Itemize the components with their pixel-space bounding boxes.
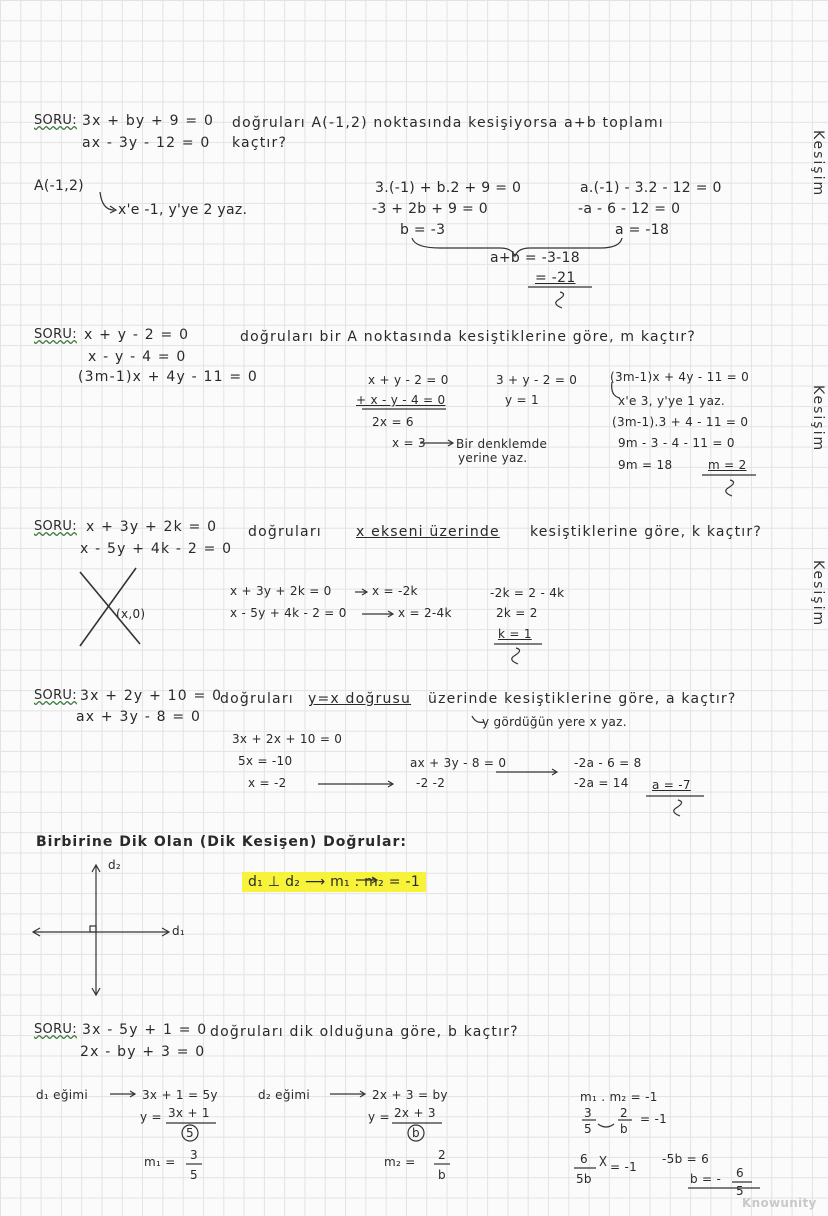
question-highlight: x ekseni üzerinde — [356, 524, 500, 540]
fraction-den: 5 — [190, 1168, 198, 1182]
slope-label: d₁ eğimi — [36, 1088, 88, 1102]
step: -2a - 6 = 8 — [574, 756, 642, 770]
step: -3 + 2b + 9 = 0 — [372, 201, 488, 217]
step: y = — [368, 1110, 390, 1124]
step: x + y - 2 = 0 — [368, 373, 449, 387]
step: -2 -2 — [416, 776, 446, 790]
step: -2k = 2 - 4k — [490, 586, 565, 600]
axis-label-d1: d₁ — [172, 924, 186, 938]
answer: = -21 — [535, 270, 576, 286]
step: 3 + y - 2 = 0 — [496, 373, 578, 387]
equation: ax + 3y - 8 = 0 — [76, 709, 202, 725]
axis-label-d2: d₂ — [108, 858, 122, 872]
cancel-mark-icon — [600, 1156, 606, 1166]
den-circle — [182, 1125, 198, 1141]
step: (3m-1)x + 4y - 11 = 0 — [610, 370, 750, 384]
fraction-num: 6 — [580, 1152, 588, 1166]
step: 3x + 2x + 10 = 0 — [232, 732, 343, 746]
equation: x + y - 2 = 0 — [84, 327, 190, 343]
check-mark-icon — [512, 648, 520, 664]
soru-label: SORU: — [34, 327, 77, 342]
step: 3.(-1) + b.2 + 9 = 0 — [375, 180, 522, 196]
note: Bir denklemde — [456, 437, 548, 451]
step: b = -3 — [400, 222, 446, 238]
rule-text: d₁ ⊥ d₂ ⟶ m₁ . m₂ = -1 — [242, 872, 426, 892]
soru-label: SORU: — [34, 519, 77, 534]
step: x + 3y + 2k = 0 — [230, 584, 332, 598]
hint-text: x'e -1, y'ye 2 yaz. — [118, 202, 248, 218]
side-label-3: Kesişim — [810, 560, 826, 628]
step: 9m - 3 - 4 - 11 = 0 — [618, 436, 735, 450]
fraction-den: 5 — [736, 1184, 744, 1198]
fraction-num: 2 — [438, 1148, 446, 1162]
soru-label: SORU: — [34, 1022, 77, 1037]
line-diagram — [80, 568, 136, 646]
equation: 3x + 2y + 10 = 0 — [80, 688, 223, 704]
fraction-num: 3 — [190, 1148, 198, 1162]
question-text: doğruları dik olduğuna göre, b kaçtır? — [210, 1024, 519, 1040]
soru-label: SORU: — [34, 688, 77, 703]
question-highlight: y=x doğrusu — [308, 691, 412, 707]
side-label-1: Kesişim — [810, 130, 826, 198]
equation: 2x - by + 3 = 0 — [80, 1044, 206, 1060]
equation: 3x + by + 9 = 0 — [82, 113, 215, 129]
step: 2x + 3 = by — [372, 1088, 448, 1102]
check-mark-icon — [674, 800, 682, 816]
step: x = -2k — [372, 584, 418, 598]
equation: 3x - 5y + 1 = 0 — [82, 1022, 208, 1038]
question-text: doğruları — [220, 691, 294, 707]
question-text: kaçtır? — [232, 135, 288, 151]
check-mark-icon — [556, 292, 564, 308]
equation: x - 5y + 4k - 2 = 0 — [80, 541, 233, 557]
step: 2k = 2 — [496, 606, 538, 620]
question-text: kesiştiklerine göre, k kaçtır? — [530, 524, 762, 540]
step: x = -2 — [248, 776, 287, 790]
soru-label: SORU: — [34, 113, 77, 128]
point-label: (x,0) — [116, 607, 146, 621]
step: -5b = 6 — [662, 1152, 710, 1166]
step: 5x = -10 — [238, 754, 293, 768]
fraction-den: b — [412, 1126, 420, 1140]
hint-text: x'e 3, y'ye 1 yaz. — [618, 394, 725, 408]
right-angle-marker — [90, 926, 96, 932]
fraction-den: 5 — [186, 1126, 194, 1140]
side-label-2: Kesişim — [810, 385, 826, 453]
answer: m = 2 — [708, 458, 747, 472]
arrow-curve-icon — [612, 382, 620, 398]
step: = -1 — [640, 1112, 668, 1126]
cancel-curve-icon — [598, 1124, 614, 1127]
fraction-den: 5 — [584, 1122, 592, 1136]
step: 3x + 1 = 5y — [142, 1088, 218, 1102]
hint-text: y gördüğün yere x yaz. — [482, 715, 627, 729]
equation: x + 3y + 2k = 0 — [86, 519, 218, 535]
fraction-den: b — [620, 1122, 628, 1136]
step: 2x = 6 — [372, 415, 414, 429]
step: = -1 — [610, 1160, 638, 1174]
step: y = 1 — [505, 393, 539, 407]
step: m₁ . m₂ = -1 — [580, 1090, 658, 1104]
fraction-num: 6 — [736, 1166, 744, 1180]
answer: b = - — [690, 1172, 722, 1186]
slope-label: d₂ eğimi — [258, 1088, 310, 1102]
answer: a = -7 — [652, 778, 691, 792]
question-text: üzerinde kesiştiklerine göre, a kaçtır? — [428, 691, 737, 707]
step: x = 2-4k — [398, 606, 452, 620]
slope-m2: m₂ = — [384, 1155, 416, 1169]
fraction-den: b — [438, 1168, 446, 1182]
step: -a - 6 - 12 = 0 — [578, 201, 681, 217]
question-text: doğruları A(-1,2) noktasında kesişiyorsa a+b toplamı — [232, 115, 664, 131]
step: 9m = 18 — [618, 458, 673, 472]
step: x = 3 — [392, 436, 426, 450]
equation: ax - 3y - 12 = 0 — [82, 135, 211, 151]
point-label: A(-1,2) — [34, 178, 84, 194]
slope-m1: m₁ = — [144, 1155, 176, 1169]
equation: x - y - 4 = 0 — [88, 349, 187, 365]
step: (3m-1).3 + 4 - 11 = 0 — [612, 415, 749, 429]
step: ax + 3y - 8 = 0 — [410, 756, 507, 770]
den-circle — [408, 1125, 424, 1141]
fraction-num: 3 — [584, 1106, 592, 1120]
step: a+b = -3-18 — [490, 250, 580, 266]
fraction-num: 2x + 3 — [394, 1106, 436, 1120]
step: y = — [140, 1110, 162, 1124]
step: -2a = 14 — [574, 776, 629, 790]
check-mark-icon — [726, 480, 734, 496]
step: + x - y - 4 = 0 — [356, 393, 446, 407]
brace-icon — [412, 238, 622, 256]
arrow-curve-icon — [472, 716, 484, 722]
section-heading: Birbirine Dik Olan (Dik Kesişen) Doğrular: — [36, 834, 408, 850]
step: a = -18 — [615, 222, 670, 238]
question-text: doğruları — [248, 524, 322, 540]
watermark-text: Knowunity — [742, 1196, 817, 1210]
step: x - 5y + 4k - 2 = 0 — [230, 606, 347, 620]
question-text: doğruları bir A noktasında kesiştiklerine göre, m kaçtır? — [240, 329, 697, 345]
step: a.(-1) - 3.2 - 12 = 0 — [580, 180, 722, 196]
fraction-den: 5b — [576, 1172, 592, 1186]
fraction-num: 3x + 1 — [168, 1106, 210, 1120]
equation: (3m-1)x + 4y - 11 = 0 — [78, 369, 259, 385]
fraction-num: 2 — [620, 1106, 628, 1120]
note: yerine yaz. — [458, 451, 528, 465]
answer: k = 1 — [498, 627, 532, 641]
